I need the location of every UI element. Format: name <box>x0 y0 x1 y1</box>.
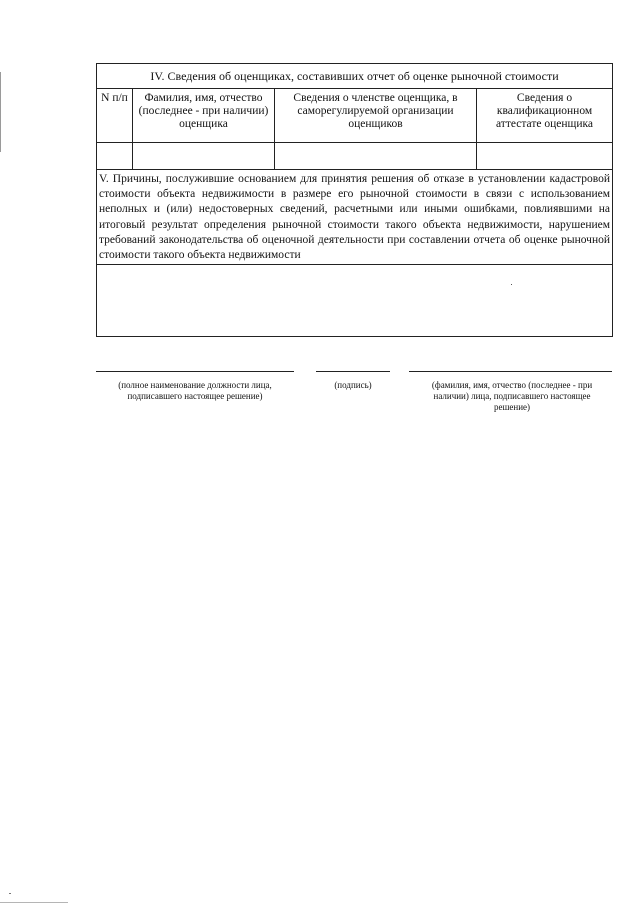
appraisers-table <box>96 63 613 337</box>
position-signature-line[interactable] <box>96 371 294 372</box>
scan-dot <box>9 893 11 894</box>
table-row <box>97 143 613 170</box>
signature-line[interactable] <box>316 371 390 372</box>
column-header-qualification-certificate: Сведения о квалификационном аттестате оценщика <box>477 89 613 143</box>
scan-edge-mark <box>0 72 1 152</box>
cell-qualification-certificate[interactable] <box>477 143 613 170</box>
name-caption: (фамилия, имя, отчество (последнее - при наличии) лица, подписавшего настоящее решение) <box>431 380 593 412</box>
name-signature-line[interactable] <box>409 371 612 372</box>
scan-dot <box>511 284 512 285</box>
position-caption: (полное наименование должности лица, подписавшего настоящее решение) <box>118 380 272 401</box>
column-header-number: N п/п <box>97 89 133 143</box>
cell-appraiser-name[interactable] <box>133 143 275 170</box>
column-header-appraiser-name: Фамилия, имя, отчество (последнее - при наличии) оценщика <box>133 89 275 143</box>
scan-edge-mark <box>0 902 68 903</box>
cell-number[interactable] <box>97 143 133 170</box>
section-5-reasons-field[interactable] <box>97 265 613 337</box>
signature-caption: (подпись) <box>334 380 372 390</box>
column-header-sro-membership: Сведения о членстве оценщика, в саморегулируемой организации оценщиков <box>275 89 477 143</box>
section-5-title: V. Причины, послужившие основанием для принятия решения об отказе в установлении кадастровой стоимости объекта недвижимости в размере его рыночной стоимости в связи с использованием неполных и (или) недостоверных сведений, расчетными или иными ошибками, повлиявшими на итоговый результат определения рыночной стоимости такого объекта недвижимости, нарушением требований законодательства об оценочной деятельности при составлении отчета об оценке рыночной стоимости такого объекта недвижимости <box>97 170 613 265</box>
cell-sro-membership[interactable] <box>275 143 477 170</box>
section-4-title: IV. Сведения об оценщиках, составивших отчет об оценке рыночной стоимости <box>97 64 613 89</box>
